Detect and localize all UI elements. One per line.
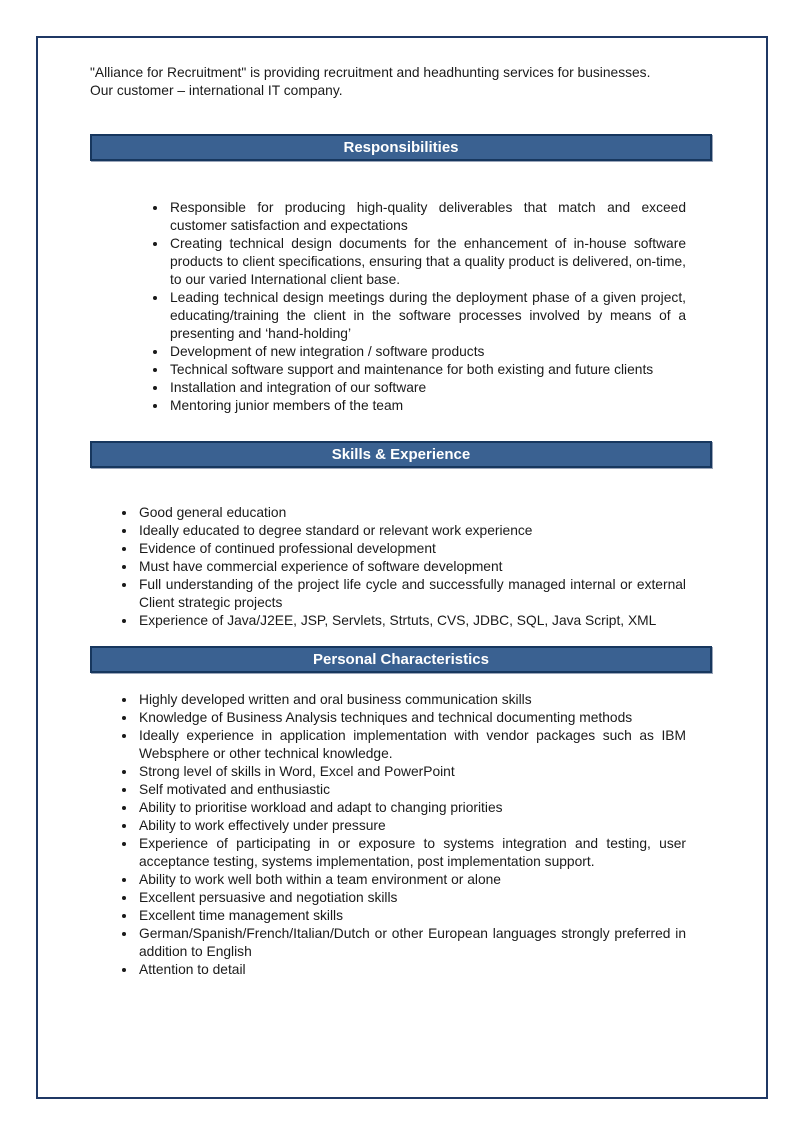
- section-skills-experience: [90, 441, 712, 630]
- section-title: Skills & Experience: [331, 446, 471, 463]
- bullet-item: • Ability to work well both within a team environment or alone: [137, 871, 686, 889]
- bullet-item: • Leading technical design meetings during the deployment phase of a given project, educating/training the client in the software processes involved by means of a presenting and ‘hand-holding’: [168, 289, 686, 343]
- intro-paragraph-2: Our customer – international IT company.: [90, 83, 343, 98]
- section-header-responsibilities: [90, 134, 712, 161]
- section-personal-characteristics: [90, 646, 712, 979]
- bullet-item: • Must have commercial experience of software development: [137, 558, 686, 576]
- bullet-item: • Experience of participating in or exposure to systems integration and testing, user acceptance testing, systems implementation, post implementation support.: [137, 835, 686, 871]
- section-header-personal-characteristics: [90, 646, 712, 673]
- bullet-item: • Development of new integration / software products: [168, 343, 686, 361]
- bullet-item: • Knowledge of Business Analysis techniques and technical documenting methods: [137, 709, 686, 727]
- intro-paragraph-1: "Alliance for Recruitment" is providing recruitment and headhunting services for businesses.: [90, 65, 651, 80]
- bullet-item: • German/Spanish/French/Italian/Dutch or other European languages strongly preferred in addition to English: [137, 925, 686, 961]
- bullet-item: • Full understanding of the project life cycle and successfully managed internal or external Client strategic projects: [137, 576, 686, 612]
- responsibilities-list: [90, 199, 712, 415]
- bullet-item: • Evidence of continued professional development: [137, 540, 686, 558]
- page-border-frame: [36, 36, 768, 1099]
- bullet-item: • Strong level of skills in Word, Excel and PowerPoint: [137, 763, 686, 781]
- bullet-item: • Highly developed written and oral business communication skills: [137, 691, 686, 709]
- skills-experience-list: [90, 504, 712, 630]
- bullet-item: • Responsible for producing high-quality deliverables that match and exceed customer satisfaction and expectations: [168, 199, 686, 235]
- bullet-item: • Ability to work effectively under pressure: [137, 817, 686, 835]
- bullet-item: • Installation and integration of our software: [168, 379, 686, 397]
- bullet-item: • Excellent persuasive and negotiation skills: [137, 889, 686, 907]
- bullet-item: • Excellent time management skills: [137, 907, 686, 925]
- bullet-item: • Self motivated and enthusiastic: [137, 781, 686, 799]
- bullet-item: • Attention to detail: [137, 961, 686, 979]
- intro-block: [90, 64, 712, 100]
- bullet-item: • Technical software support and maintenance for both existing and future clients: [168, 361, 686, 379]
- bullet-item: • Ideally educated to degree standard or relevant work experience: [137, 522, 686, 540]
- bullet-item: • Mentoring junior members of the team: [168, 397, 686, 415]
- bullet-item: • Ideally experience in application implementation with vendor packages such as IBM Websphere or other technical knowledge.: [137, 727, 686, 763]
- bullet-item: • Good general education: [137, 504, 686, 522]
- bullet-item: • Ability to prioritise workload and adapt to changing priorities: [137, 799, 686, 817]
- section-responsibilities: [90, 134, 712, 415]
- section-title: Responsibilities: [343, 139, 459, 156]
- bullet-item: • Experience of Java/J2EE, JSP, Servlets, Strtuts, CVS, JDBC, SQL, Java Script, XML: [137, 612, 686, 630]
- bullet-item: • Creating technical design documents for the enhancement of in-house software products to client specifications, ensuring that a quality product is delivered, on-time, to our varied International client base.: [168, 235, 686, 289]
- section-header-skills-experience: [90, 441, 712, 468]
- personal-characteristics-list: [90, 691, 712, 979]
- section-title: Personal Characteristics: [313, 651, 489, 668]
